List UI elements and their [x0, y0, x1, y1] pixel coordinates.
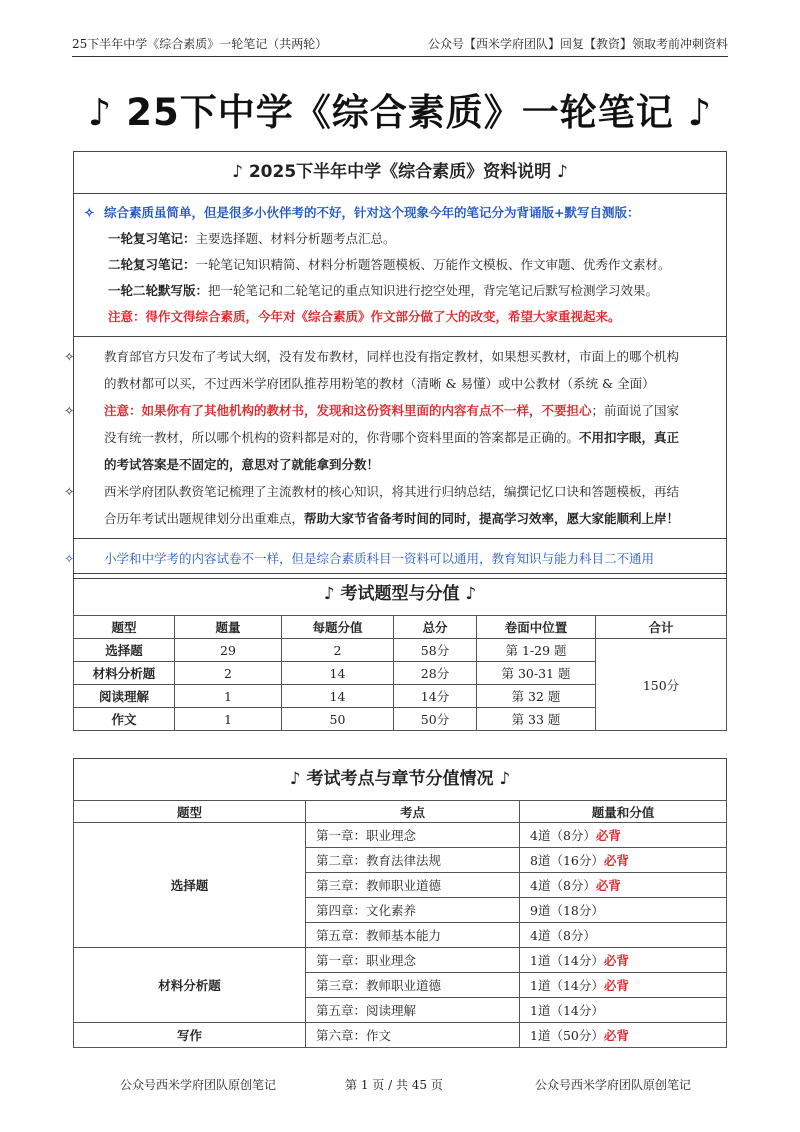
p4-line2a: 合历年考试出题规律划分出重难点， — [104, 511, 305, 526]
p3-line3: 的考试答案是不固定的，意思对了就能拿到分数！ — [104, 457, 380, 472]
cell-point: 第二章：教育法律法规 — [306, 848, 520, 873]
page-title: ♪ 25下中学《综合素质》一轮笔记 ♪ — [87, 91, 713, 134]
r3-text: 把一轮笔记和二轮笔记的重点知识进行挖空处理，背完笔记后默写检测学习效果。 — [208, 283, 659, 298]
cell-count: 1 — [175, 685, 282, 708]
col-header: 卷面中位置 — [477, 616, 596, 639]
cell-each: 14 — [282, 662, 394, 685]
cell-score: 8道（16分）必背 — [520, 848, 727, 873]
diamond-icon: ✧ — [84, 205, 95, 220]
col-header: 题量 — [175, 616, 282, 639]
intro-section-2 — [64, 337, 726, 539]
p5: 小学和中学考的内容试卷不一样，但是综合素质科目一资料可以通用，教育知识与能力科目二不通用 — [104, 551, 655, 566]
exam-types-heading: ♪ 考试题型与分值 ♪ — [74, 574, 726, 616]
cell-point: 第一章：职业理念 — [306, 823, 520, 848]
cell-score: 4道（8分）必背 — [520, 823, 727, 848]
cell-point: 第五章：教师基本能力 — [306, 923, 520, 948]
cell-type: 材料分析题 — [74, 662, 175, 685]
r2-label: 二轮复习笔记： — [108, 257, 196, 272]
cell-type: 材料分析题 — [74, 948, 306, 1023]
cell-count: 29 — [175, 639, 282, 662]
intro-box — [64, 151, 727, 579]
exam-types-box — [73, 573, 727, 731]
p3-line2b: 不用扣字眼，真正 — [579, 430, 680, 445]
cell-total: 50分 — [394, 708, 477, 731]
table-row — [74, 639, 727, 662]
footer-left: 公众号西米学府团队原创笔记 — [120, 1078, 277, 1092]
table-row — [74, 823, 727, 848]
cell-each: 2 — [282, 639, 394, 662]
diamond-icon: ✧ — [64, 349, 75, 364]
cell-type: 阅读理解 — [74, 685, 175, 708]
cell-count: 2 — [175, 662, 282, 685]
cell-sum: 150分 — [596, 639, 727, 731]
diamond-icon: ✧ — [64, 551, 75, 566]
table-row — [74, 1023, 727, 1048]
cell-each: 14 — [282, 685, 394, 708]
cell-score: 1道（14分） — [520, 998, 727, 1023]
r1-text: 主要选择题、材料分析题考点汇总。 — [195, 231, 396, 246]
cell-total: 28分 — [394, 662, 477, 685]
r3-label: 一轮二轮默写版： — [108, 283, 209, 298]
intro-section-1 — [74, 194, 726, 337]
col-header: 每题分值 — [282, 616, 394, 639]
chapters-table — [73, 800, 727, 1048]
col-header: 题量和分值 — [520, 801, 727, 823]
cell-point: 第一章：职业理念 — [306, 948, 520, 973]
col-header: 题型 — [74, 801, 306, 823]
intro-heading: ♪ 2025下半年中学《综合素质》资料说明 ♪ — [74, 152, 726, 194]
chapters-heading: ♪ 考试考点与章节分值情况 ♪ — [74, 759, 726, 801]
p3-line2a: 没有统一教材，所以哪个机构的资料都是对的，你背哪个资料里面的答案都是正确的。 — [104, 430, 580, 445]
cell-point: 第五章：阅读理解 — [306, 998, 520, 1023]
cell-score: 4道（8分）必背 — [520, 873, 727, 898]
col-header: 总分 — [394, 616, 477, 639]
diamond-icon: ✧ — [64, 484, 75, 499]
diamond-icon: ✧ — [64, 403, 75, 418]
cell-pos: 第 33 题 — [477, 708, 596, 731]
p3-rest: ；前面说了国家 — [591, 403, 680, 418]
cell-type: 作文 — [74, 708, 175, 731]
cell-pos: 第 1-29 题 — [477, 639, 596, 662]
cell-score: 1道（50分）必背 — [520, 1023, 727, 1048]
col-header: 合计 — [596, 616, 727, 639]
cell-each: 50 — [282, 708, 394, 731]
cell-pos: 第 30-31 题 — [477, 662, 596, 685]
header-left-text: 25下半年中学《综合素质》一轮笔记（共两轮） — [72, 37, 328, 51]
footer-right: 公众号西米学府团队原创笔记 — [535, 1078, 692, 1092]
intro-p1: 综合素质虽简单，但是很多小伙伴考的不好，针对这个现象今年的笔记分为背诵版+默写自测版： — [104, 205, 640, 220]
cell-score: 9道（18分） — [520, 898, 727, 923]
table-row — [74, 948, 727, 973]
p2-line2: 的教材都可以买，不过西米学府团队推荐用粉笔的教材（清晰 & 易懂）或中公教材（系统 & 全面） — [104, 376, 655, 391]
chapters-box — [73, 758, 727, 1048]
r2-text: 一轮笔记知识精简、材料分析题答题模板、万能作文模板、作文审题、优秀作文素材。 — [195, 257, 671, 272]
cell-point: 第六章：作文 — [306, 1023, 520, 1048]
p2-line1: 教育部官方只发布了考试大纲，没有发布教材，同样也没有指定教材，如果想买教材，市面上的哪个机构 — [104, 349, 680, 364]
header-right-text: 公众号【西米学府团队】回复【教资】领取考前冲刺资料 — [427, 37, 728, 51]
col-header: 考点 — [306, 801, 520, 823]
exam-types-table — [73, 615, 727, 731]
page-number: 第 1 页 / 共 45 页 — [345, 1078, 443, 1092]
cell-score: 1道（14分）必背 — [520, 973, 727, 998]
intro-note: 注意：得作文得综合素质，今年对《综合素质》作文部分做了大的改变，希望大家重视起来。 — [108, 309, 621, 324]
p3-red: 注意：如果你有了其他机构的教材书，发现和这份资料里面的内容有点不一样，不要担心 — [104, 403, 592, 418]
cell-count: 1 — [175, 708, 282, 731]
cell-total: 58分 — [394, 639, 477, 662]
p4-line1: 西米学府团队教资笔记梳理了主流教材的核心知识，将其进行归纳总结，编撰记忆口诀和答题模板，再结 — [104, 484, 680, 499]
cell-point: 第三章：教师职业道德 — [306, 973, 520, 998]
page-header — [72, 34, 728, 57]
r1-label: 一轮复习笔记： — [108, 231, 196, 246]
col-header: 题型 — [74, 616, 175, 639]
cell-point: 第四章：文化素养 — [306, 898, 520, 923]
cell-type: 选择题 — [74, 823, 306, 948]
cell-type: 选择题 — [74, 639, 175, 662]
cell-type: 写作 — [74, 1023, 306, 1048]
cell-total: 14分 — [394, 685, 477, 708]
cell-score: 1道（14分）必背 — [520, 948, 727, 973]
p4-line2b: 帮助大家节省备考时间的同时，提高学习效率，愿大家能顺利上岸！ — [304, 511, 680, 526]
cell-point: 第三章：教师职业道德 — [306, 873, 520, 898]
cell-pos: 第 32 题 — [477, 685, 596, 708]
cell-score: 4道（8分） — [520, 923, 727, 948]
